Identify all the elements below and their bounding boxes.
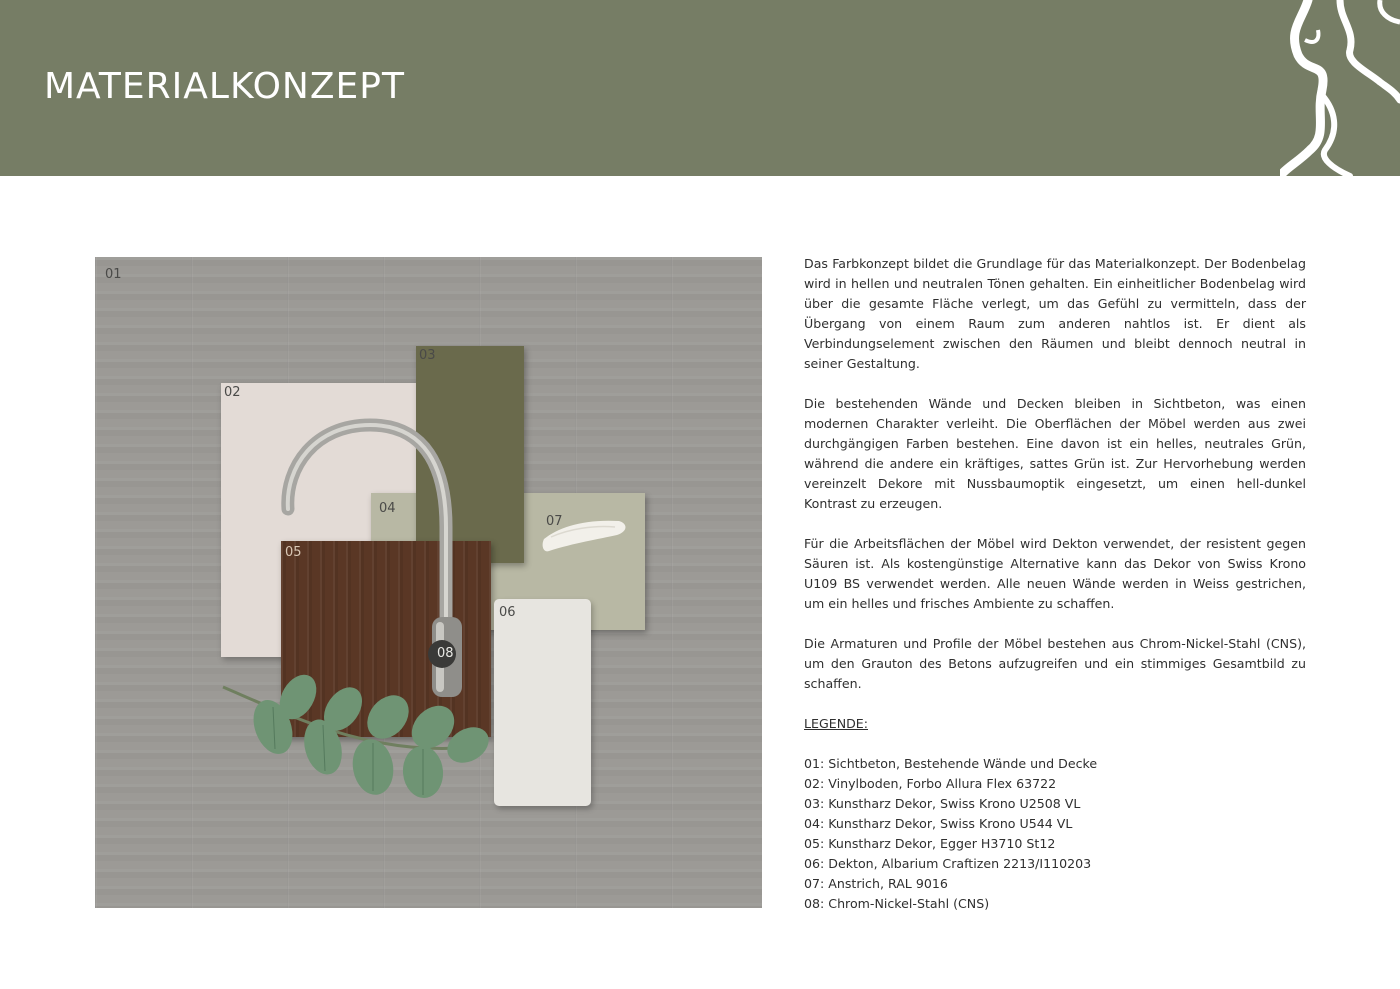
legend-item: 05: Kunstharz Dekor, Egger H3710 St12	[804, 836, 1056, 851]
legend-item: 03: Kunstharz Dekor, Swiss Krono U2508 VL	[804, 796, 1081, 811]
legend-item: 04: Kunstharz Dekor, Swiss Krono U544 VL	[804, 816, 1073, 831]
eucalyptus-leaves-icon	[213, 667, 493, 817]
material-moodboard	[95, 257, 762, 908]
sample-label-05: 05	[285, 545, 302, 560]
sample-label-02: 02	[224, 385, 241, 400]
sample-label-07: 07	[546, 514, 563, 529]
faucet-cns-icon	[280, 417, 480, 707]
legend-item: 08: Chrom-Nickel-Stahl (CNS)	[804, 896, 990, 911]
legend-title: LEGENDE:	[804, 716, 869, 731]
text-column	[804, 254, 1306, 914]
page-title: MATERIALKONZEPT	[44, 66, 405, 107]
paragraph-waende: Die bestehenden Wände und Decken bleiben in Sichtbeton, was einen modernen Charakter verleiht. Die Oberflächen der Möbel werden aus zwei durchgängigen Farben bestehen. Eine davon ist ein helles, neutrales Grün, während die andere ein kräftiges, sattes Grün ist. Zur Hervorhebung werden vereinzelt Dekore mit Nussbaumoptik eingesetzt, um einen hell-dunkel Kontrast zu erzeugen.	[804, 396, 1306, 511]
header-banner	[0, 0, 1400, 176]
legend-item: 06: Dekton, Albarium Craftizen 2213/I110203	[804, 856, 1092, 871]
paragraph-farbkonzept: Das Farbkonzept bildet die Grundlage für das Materialkonzept. Der Bodenbelag wird in hellen und neutralen Tönen gehalten. Ein einheitlicher Bodenbelag wird über die gesamte Fläche verlegt, um das Gefühl zu vermitteln, dass der Übergang von einem Raum zum anderen nahtlos ist. Er dient als Verbindungselement zwischen den Räumen und bleibt dennoch neutral in seiner Gestaltung.	[804, 256, 1306, 371]
sample-label-08: 08	[437, 646, 454, 661]
paragraph-armaturen: Die Armaturen und Profile der Möbel bestehen aus Chrom-Nickel-Stahl (CNS), um den Grauton des Betons aufzugreifen und ein stimmiges Gesamtbild zu schaffen.	[804, 636, 1306, 691]
legend-item: 01: Sichtbeton, Bestehende Wände und Decke	[804, 756, 1098, 771]
sample-dekton-worktop	[494, 599, 591, 806]
branch-logo-icon	[1280, 0, 1400, 176]
sample-label-03: 03	[419, 348, 436, 363]
legend-item: 07: Anstrich, RAL 9016	[804, 876, 948, 891]
sample-label-06: 06	[499, 605, 516, 620]
paragraph-arbeitsflaechen: Für die Arbeitsflächen der Möbel wird Dekton verwendet, der resistent gegen Säuren ist. Als kostengünstige Alternative kann das Dekor von Swiss Krono U109 BS verwendet werden. Alle neuen Wände werden in Weiss gestrichen, um ein helles und frisches Ambiente zu schaffen.	[804, 536, 1306, 611]
sample-label-01: 01	[105, 267, 122, 282]
sample-label-04: 04	[379, 501, 396, 516]
legend-item: 02: Vinylboden, Forbo Allura Flex 63722	[804, 776, 1057, 791]
legend-list	[804, 754, 1306, 914]
